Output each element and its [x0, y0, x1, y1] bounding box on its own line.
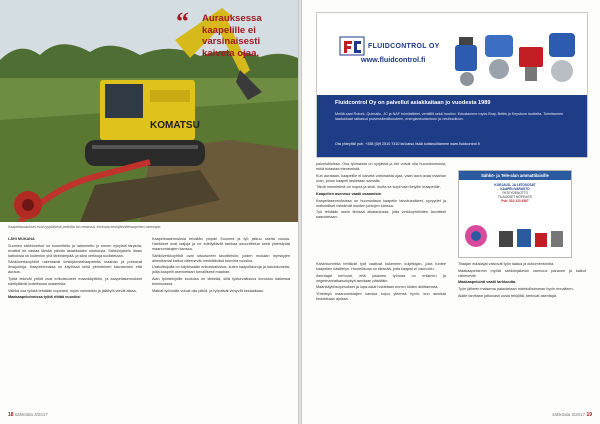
- left-page: [0, 0, 298, 424]
- paragraph: Alalle tarvitaan jatkuvasti uusia tekijöitä, kertovat asentajat.: [458, 293, 557, 298]
- right-page-number: 19: [586, 412, 592, 418]
- right-column-2: [316, 262, 446, 304]
- right-folio: [552, 412, 592, 418]
- paragraph: Kun aurataan, kaapelille ei kaiveta varsinaista ojaa, vaan aura avaa maahan uran, johon kaapeli lasketaan samalla.: [316, 173, 446, 183]
- small-ad-line-4: TILAUKSET NOPEASTI: [497, 195, 533, 199]
- subheading: Maakaapeloinnissa työtä riittää vuosiksi: [8, 295, 81, 300]
- paragraph: Kaivinkoneella tehtävät työt vaativat kokeneen kuljettajan, joka tuntee kaapelien käsittelyn. Huolellisuus on tärkeää, jotta kaapeli ei vaurioidu.: [316, 262, 446, 272]
- left-folio-text: sähköala 3/2017: [14, 412, 48, 417]
- right-page: [302, 0, 600, 424]
- subheading: Kaapelien asennus vaatii osaamista: [316, 192, 381, 197]
- paragraph: Sähköverkkoyhtiöt ovat sitoutuneet tavoitteisiin, joiden mukaan myrskyjen aiheuttamat katkot vähenevät merkittävästi tulevina vuosina.: [152, 253, 290, 263]
- subheading: Maakaapelointi vaatii tarkkuutta: [458, 280, 516, 285]
- left-column-2: [152, 237, 290, 295]
- small-ad-line-2: KAAPELIVARASTO: [500, 187, 530, 191]
- ad-info-strip: [317, 95, 587, 157]
- right-folio-text: sähköala 3/2017: [552, 412, 586, 417]
- paragraph: Asentajat kertovat, että jokainen työmaa on erilainen ja ongelmanratkaisukykyä tarvitaan päivittäin.: [316, 273, 446, 283]
- fluidcontrol-logo-icon: [339, 35, 365, 57]
- ad-contact: Ota yhteyttä! puh. +358 (0)9 2510 7410 tai katso lisää kotisivuiltamme www.fluidcontrol.fi: [335, 142, 480, 146]
- cable-product-icon: [463, 223, 489, 249]
- right-column-1: [316, 162, 446, 222]
- paragraph: Työ tehdään usein tiiviissä aikataulussa, jotta verkkoyhtiöiden tavoitteet saavutetaan.: [316, 210, 446, 220]
- paragraph: LÄHI MUKANA: [8, 237, 35, 241]
- ad-url[interactable]: www.fluidcontrol.fi: [361, 55, 426, 64]
- paragraph: Suomen sähköverkot on suunniteltu ja rakennettu jo ennen nykyisiä tarpeita, eivätkä ne vastaa tämän päivän asiakkaiden odotuksia. Sähkönjakelu ilman katkoksia on kuitenkin yhä tärkeämpää, ja siksi verkkoja uudistetaan.: [8, 243, 142, 258]
- paragraph: Alan työntekijöille koulutus on tärkeää, sillä työturvallisuus korostuu kaikessa toiminnassa.: [152, 277, 290, 287]
- svg-text:KOMATSU: KOMATSU: [150, 120, 200, 131]
- paragraph: Vaikka osa työstä tehdään nopeasti, myös valmistelu ja jälkityöt vievät aikaa.: [8, 288, 137, 293]
- ad-logo: [339, 35, 440, 57]
- left-page-number: 18: [8, 412, 14, 418]
- left-folio: [8, 412, 48, 418]
- paragraph: Työtä tekevät yhtiöt ovat erikoistuneet maankäyttöön, ja kaapeliasennukset edellyttävät luotettavaa osaamista.: [8, 277, 142, 287]
- paragraph: Tämä menetelmä on nopea ja siisti, mutta se sopii vain tietyille maaperille.: [316, 185, 441, 190]
- ad-headline: Fluidcontrol Oy on palvellut asiakkaitaan jo vuodesta 1989: [335, 100, 491, 106]
- paragraph: Matkat työmaille voivat olla pitkiä, ja työpäivät venyvät kesäaikaan.: [152, 288, 265, 293]
- paragraph: Työn jälkeen maisema palautetaan mahdollisimman hyvin ennalleen.: [458, 286, 574, 291]
- right-column-3: [458, 262, 586, 300]
- paragraph: Kaapelinasennuksia tehdään ympäri Suomea ja työ jatkuu useita vuosia. Hankkeet ovat laajoja ja ne edellyttävät tarkkaa suunnittelua sekä yhteistyötä maanomistajien kanssa.: [152, 237, 290, 252]
- small-ad-line-5: Puh. 010 123 4567: [501, 199, 529, 203]
- paragraph: Maankäyttösopimukset ja lupa-asiat hoidetaan ennen töiden aloittamista.: [316, 285, 439, 290]
- small-ad-header: Sähkö- ja Tele-alan ammattilaisille: [459, 171, 571, 180]
- paragraph: Maakaapeloinnin myötä sähkönjakelun varmuus paranee ja katkot vähenevät.: [458, 268, 586, 278]
- pull-quote: [176, 7, 286, 59]
- small-ad-line-3: YHTEYDENOTTO: [501, 191, 529, 195]
- paragraph: palvelutiloissa. Osa työmaista on syrjässä ja tiet voivat olla huonokuntoisia, mikä hidastaa etenemistä.: [316, 162, 446, 172]
- paragraph: Kaapeliasennuksissa on huomioitava kaapelin taivutussäteet, syvyydet ja mahdolliset risteämät muiden johtojen kanssa.: [316, 198, 446, 208]
- pull-quote-text: Aurauksessa kaapelille ei varsinaisesti kaiveta ojaa.: [202, 13, 262, 59]
- small-ad: [458, 170, 572, 258]
- quote-mark-icon: “: [176, 7, 189, 36]
- fluidcontrol-ad: [316, 12, 588, 158]
- ad-brand: FLUIDCONTROL OY: [368, 42, 440, 50]
- ad-body: Meillä saat Rotork, Quimatic, JC ja NAF toimilaitteet, venttiilit sekä huollon. Edustamme myös Bray, Bettis ja Keystone tuotteita. Toimitamme laadukkaat ratkaisut prosessiteollisuuteen, energiantuotantoon ja vesihuoltoon.: [335, 112, 564, 121]
- paragraph: Sähköverkkoyhtiöt rakentavat keskijännitekaapeleita maahan ja purkavat ilmajohtoja. Kaapeloinnissa on käytössä sekä perinteinen kaivaminen että auraus.: [8, 260, 142, 275]
- left-column-1: [8, 237, 142, 302]
- valve-products-icon: [449, 27, 581, 89]
- small-ad-line-1: KORJAUS- JA LIITOSOSAT: [494, 183, 536, 187]
- ad-product-strip-icon: [499, 227, 565, 251]
- paragraph: Yhteistyö maanomistajien kanssa sujuu yleensä hyvin, kun asioista tiedotetaan ajoissa.: [316, 292, 446, 302]
- paragraph: Tilaajan edustajat valvovat työn laatua ja dokumentointia.: [458, 262, 555, 266]
- photo-caption: Kaapeliauraukset ovat tyypillisesti pelloilla tai metsissä, kertovat keskijännitekaapelien asentajat.: [8, 225, 162, 229]
- paragraph: Urakoitsijoilla on käytössään erikoiskalustoa, kuten kaapeliauroja ja kaivinkoneita, joilla kaapelit asennetaan turvallisesti maahan.: [152, 265, 290, 275]
